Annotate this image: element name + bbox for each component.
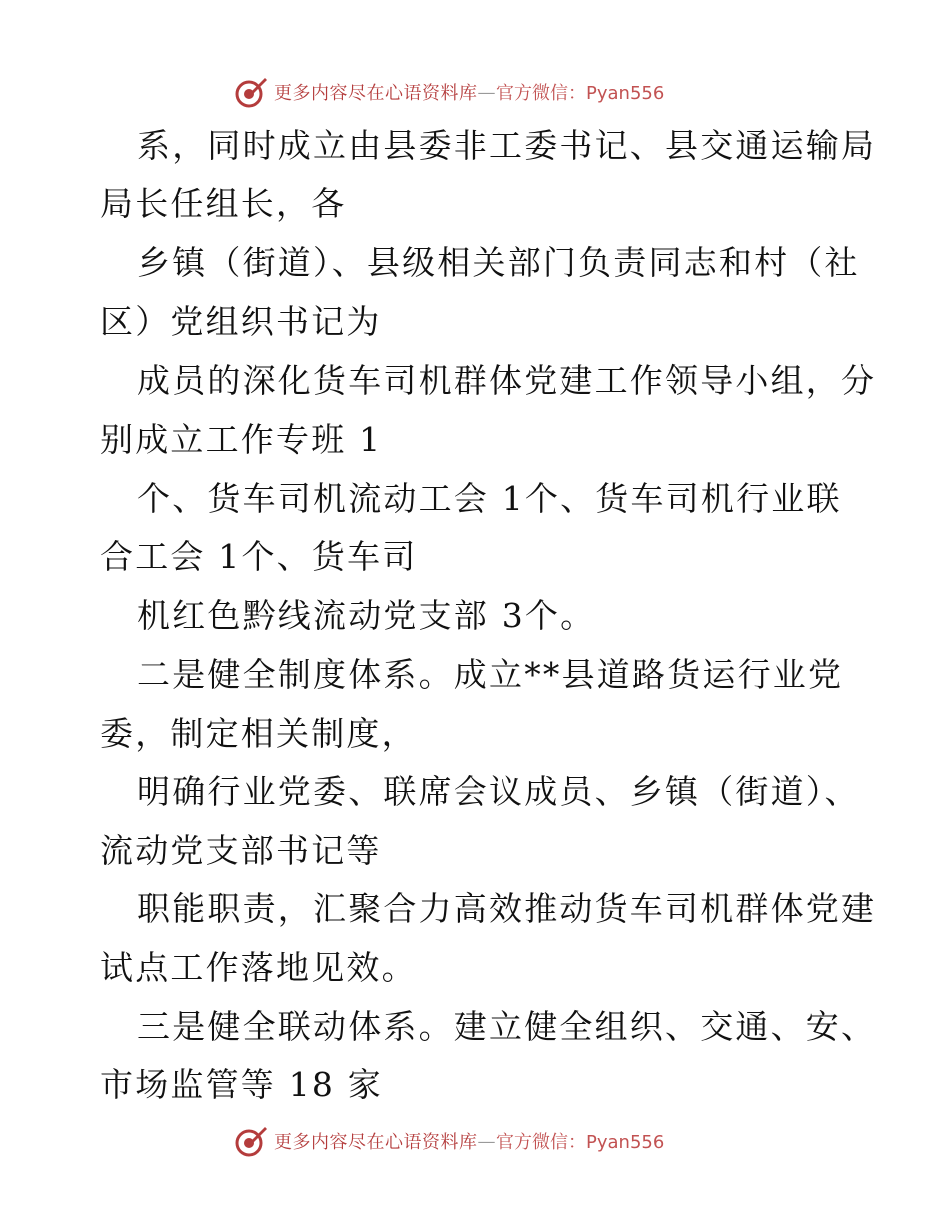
- body-line: 职能职责，汇聚合力高效推动货车司机群体党建: [137, 889, 877, 928]
- body-line: 局长任组长，各: [100, 184, 347, 223]
- body-line: 合工会 1个、货车司: [100, 537, 418, 576]
- banner-site-text: 更多内容尽在心语资料库: [274, 83, 478, 104]
- body-line: 明确行业党委、联席会议成员、乡镇（街道）、: [137, 772, 860, 811]
- body-line: 成员的深化货车司机群体党建工作领导小组，分: [137, 361, 877, 400]
- pen-logo-icon: [234, 1124, 268, 1158]
- body-line: 机红色黔线流动党支部 3个。: [137, 596, 596, 635]
- banner-site-text: 更多内容尽在心语资料库: [274, 1132, 478, 1153]
- body-line: 委，制定相关制度，: [100, 714, 417, 753]
- banner-separator: —: [477, 1130, 496, 1152]
- body-line: 三是健全联动体系。建立健全组织、交通、安、: [137, 1007, 877, 1046]
- footer-watermark-banner: [234, 1121, 664, 1161]
- body-line: 二是健全制度体系。成立**县道路货运行业党: [137, 655, 844, 694]
- body-line: 市场监管等 18 家: [100, 1065, 383, 1104]
- banner-contact-text: 官方微信：Pyan556: [496, 83, 665, 104]
- body-line: 别成立工作专班 1: [100, 420, 383, 459]
- header-watermark-banner: [234, 72, 664, 112]
- banner-contact-text: 官方微信：Pyan556: [496, 1132, 665, 1153]
- body-line: 区）党组织书记为: [100, 302, 382, 341]
- body-line: 系，同时成立由县委非工委书记、县交通运输局: [137, 126, 877, 165]
- body-line: 个、货车司机流动工会 1个、货车司机行业联: [137, 479, 842, 518]
- body-line: 乡镇（街道）、县级相关部门负责同志和村（社: [137, 243, 860, 282]
- pen-logo-icon: [234, 75, 268, 109]
- body-line: 流动党支部书记等: [100, 831, 382, 870]
- banner-separator: —: [477, 81, 496, 103]
- body-line: 试点工作落地见效。: [100, 948, 417, 987]
